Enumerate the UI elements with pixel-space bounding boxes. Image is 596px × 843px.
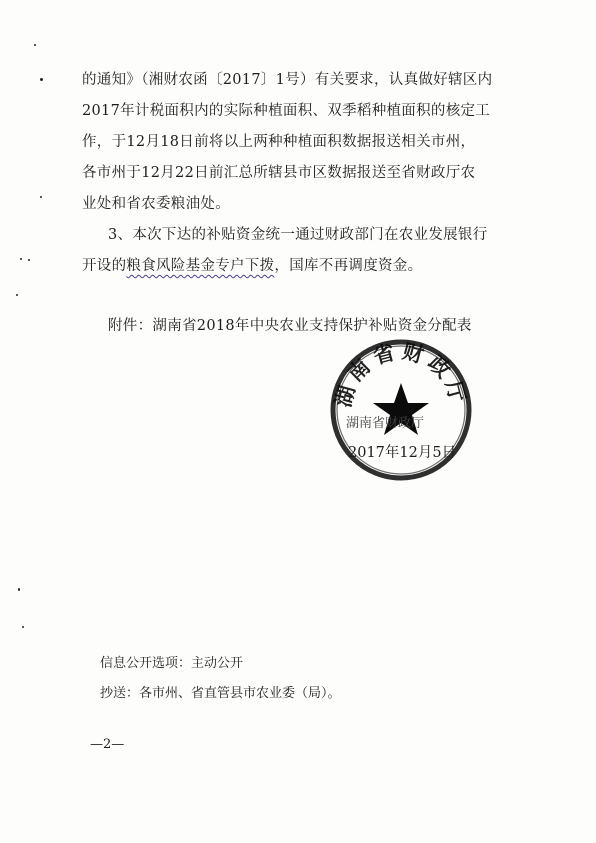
item3-line-1: 3、本次下达的补贴资金统一通过财政部门在农业发展银行	[108, 227, 488, 243]
attachment-line: 附件：湖南省2018年中央农业支持保护补贴资金分配表	[108, 318, 472, 334]
scan-speck	[34, 44, 36, 46]
scan-speck	[40, 78, 43, 81]
seal-text: 湖南省财政厅	[331, 339, 471, 410]
scan-speck	[16, 294, 18, 296]
disclosure-option: 信息公开选项：主动公开	[100, 656, 244, 671]
scan-speck	[22, 626, 24, 628]
item3-prefix: 开设的	[82, 258, 127, 274]
cc-line: 抄送：各市州、省直管县市农业委（局）。	[100, 686, 341, 701]
body-line-1: 的通知》（湘财农函〔2017〕1号）有关要求，认真做好辖区内	[82, 72, 493, 88]
issuer-name: 湖南省财政厅	[346, 416, 425, 431]
item3-suffix: ，国库不再调度资金。	[274, 258, 423, 274]
item3-line-2	[82, 254, 422, 275]
scan-speck	[18, 588, 20, 591]
scan-speck	[20, 258, 22, 260]
fund-account-underlined: 粮食风险基金专户下拨	[126, 258, 275, 274]
official-seal	[326, 335, 476, 485]
body-line-3: 作，于12月18日前将以上两种种植面积数据报送相关市州，	[82, 134, 476, 150]
body-line-5: 业处和省农委粮油处。	[82, 196, 230, 212]
body-line-2: 2017年计税面积内的实际种植面积、双季稻种植面积的核定工	[82, 103, 491, 119]
issue-date: 2017年12月5日	[348, 445, 457, 461]
page-number: —2—	[90, 737, 125, 752]
body-line-4: 各市州于12月22日前汇总所辖县市区数据报送至省财政厅农	[82, 165, 476, 181]
scan-speck	[40, 196, 42, 198]
scan-speck	[28, 259, 30, 261]
